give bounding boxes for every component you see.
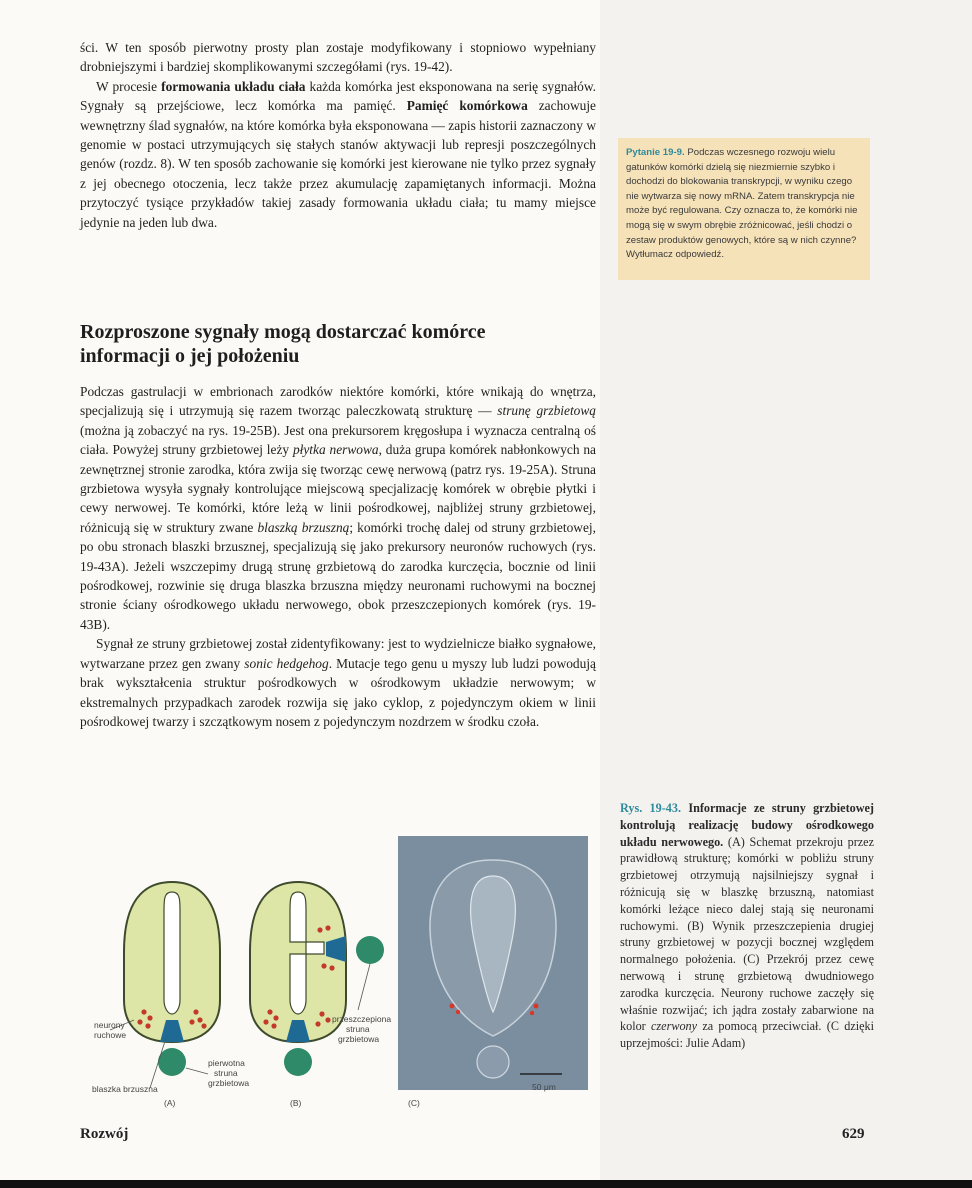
body-text-section — [80, 382, 596, 731]
label-przeszczep-1: przeszczepiona — [332, 1014, 392, 1024]
scale-bar-label: 50 μm — [532, 1082, 556, 1092]
term-bold: Pamięć komórkowa — [406, 98, 528, 114]
figure-caption: Rys. 19-43. Informacje ze struny grzbietowej kontrolują realizację budowy ośrodkowego układu nerwowego. (A) Schemat przekroju przez prawidłową strukturę; komórki w pobliżu struny grzbietowej otrzymują najsilniejszy sygnał i różnicują się w blaszkę brzuszną, natomiast komórki leżące nieco dalej stają się neuronami ruchowymi. (B) Wynik przeszczepienia drugiej struny grzbietowej w pozycji bocznej względem normalnego położenia. (C) Przekrój przez cewę nerwową i strunę grzbietową dwudniowego zarodka kurczęcia. Neurony ruchowe zaczęły się właśnie rozwijać; ich jądra zostały zabarwione na kolor czerwony za pomocą przeciwciał. (C dzięki uprzejmości: Julie Adam) — [620, 801, 874, 1051]
figure-title: Informacje ze struny grzbietowej kontrolują realizację budowy ośrodkowego układu nerwowego. — [620, 801, 874, 849]
figure-19-43 — [80, 830, 590, 1118]
question-text: Podczas wczesnego rozwoju wielu gatunków komórki dzielą się niezmiernie szybko i dochodzi do blokowania transkrypcji, w wyniku czego nie wytwarza się nowy mRNA. Zatem transkrypcja nie może być regulowana. Czy oznacza to, że komórki nie mogą się w swym obrębie zróżnicować, jeśli chodzi o zestaw produktów genowych, które są w nich czynne? Wytłumacz odpowiedź. — [626, 147, 858, 261]
panel-c-label: (C) — [408, 1098, 420, 1108]
page-number: 629 — [842, 1126, 865, 1142]
label-struna-3: grzbietowa — [208, 1078, 250, 1088]
term-bold: formowania układu ciała — [161, 78, 306, 94]
panel-a-label: (A) — [164, 1098, 176, 1108]
notochord-b — [284, 1048, 312, 1076]
body-text-top — [80, 38, 596, 232]
label-neurony-1: neurony — [94, 1020, 125, 1030]
running-footer: Rozwój — [80, 1126, 129, 1142]
panel-a-diagram — [92, 882, 249, 1108]
grafted-notochord — [356, 936, 384, 964]
panel-b-diagram — [250, 882, 391, 1108]
figure-number: Rys. 19-43. — [620, 801, 682, 815]
panel-b-label: (B) — [290, 1098, 302, 1108]
label-struna-2: struna — [214, 1068, 238, 1078]
paragraph: Sygnał ze struny grzbietowej został zidentyfikowany: jest to wydzielnicze białko sygnałowe, wytwarzane przez gen zwany sonic hedgehog. Mutacje tego genu u myszy lub ludzi powodują brak wykształcenia struktur pośrodkowych w ośrodkowym układzie nerwowym; w ekstremalnych przypadkach zarodek rozwija się jako cyklop, z pojedynczym okiem w linii pośrodkowej twarzy i szczątkowym nosem z pojedynczym nozdrzem w środku czoła. — [80, 636, 596, 729]
section-heading: Rozproszone sygnały mogą dostarczać komórce informacji o jej położeniu — [80, 321, 486, 367]
paragraph: W procesie formowania układu ciała każda komórka jest eksponowana na serię sygnałów. Sygnały są przejściowe, lecz komórka ma pamięć. Pamięć komórkowa zachowuje wewnętrzny ślad sygnałów, na które komórka była eksponowana — zapis historii zaznaczony w genomie w postaci utrzymujących się stałych stanów aktywacji lub represji poszczególnych genów (rozdz. 8). W ten sposób zachowanie się komórki jest kierowane nie tylko przez sygnały z jej obecnego otoczenia, lecz także przez akumulację zapamiętanych informacji. Można przytoczyć tysiące przykładów takiej zasady formowania układu ciała; tu mamy miejsce jedynie na jeden lub dwa. — [80, 78, 596, 230]
question-label: Pytanie 19-9. — [626, 147, 685, 158]
paragraph: Podczas gastrulacji w embrionach zarodków niektóre komórki, które wnikają do wnętrza, specjalizują się i utrzymują się razem tworząc paleczkowatą strukturę — strunę grzbietową (można ją zobaczyć na rys. 19-25B). Jest ona prekursorem kręgosłupa i wyznacza centralną oś ciała. Powyżej struny grzbietowej leży płytka nerwowa, duża grupa komórek nabłonkowych na zewnętrznej stronie zarodka, która zwija się tworząc cewę nerwową (patrz rys. 19-25A). Struna grzbietowa wysyła sygnały kontrolujące miejscową specjalizację komórek w obrębie płytki i cewy nerwowej. Te komórki, które leżą w linii pośrodkowej, najbliżej struny grzbietowej, różnicują się w struktury zwane blaszką brzuszną; komórki trochę dalej od struny grzbietowej, po obu stronach blaszki brzusznej, specjalizują się jako prekursory neuronów ruchowych (rys. 19-43A). Jeżeli wszczepimy drugą strunę grzbietową do zarodka kurczęcia, bocznie od linii pośrodkowej, rozwinie się druga blaszka brzuszna między neuronami ruchowymi na bocznej stronie ściany ośrodkowego układu nerwowego, obok przeszczepionych komórek (rys. 19-43B). — [80, 384, 597, 632]
label-blaszka: blaszka brzuszna — [92, 1084, 158, 1094]
question-box — [618, 138, 870, 280]
notochord — [158, 1048, 186, 1076]
bottom-border — [0, 1180, 972, 1188]
label-przeszczep-3: grzbietowa — [338, 1034, 380, 1044]
paragraph: ści. W ten sposób pierwotny prosty plan zostaje modyfikowany i stopniowo wypełniany drobniejszymi i bardziej skomplikowanymi szczegółami (rys. 19-42). — [80, 40, 596, 75]
label-przeszczep-2: struna — [346, 1024, 370, 1034]
panel-c-micrograph — [398, 836, 588, 1108]
label-struna-1: pierwotna — [208, 1058, 245, 1068]
label-neurony-2: ruchowe — [94, 1030, 127, 1040]
